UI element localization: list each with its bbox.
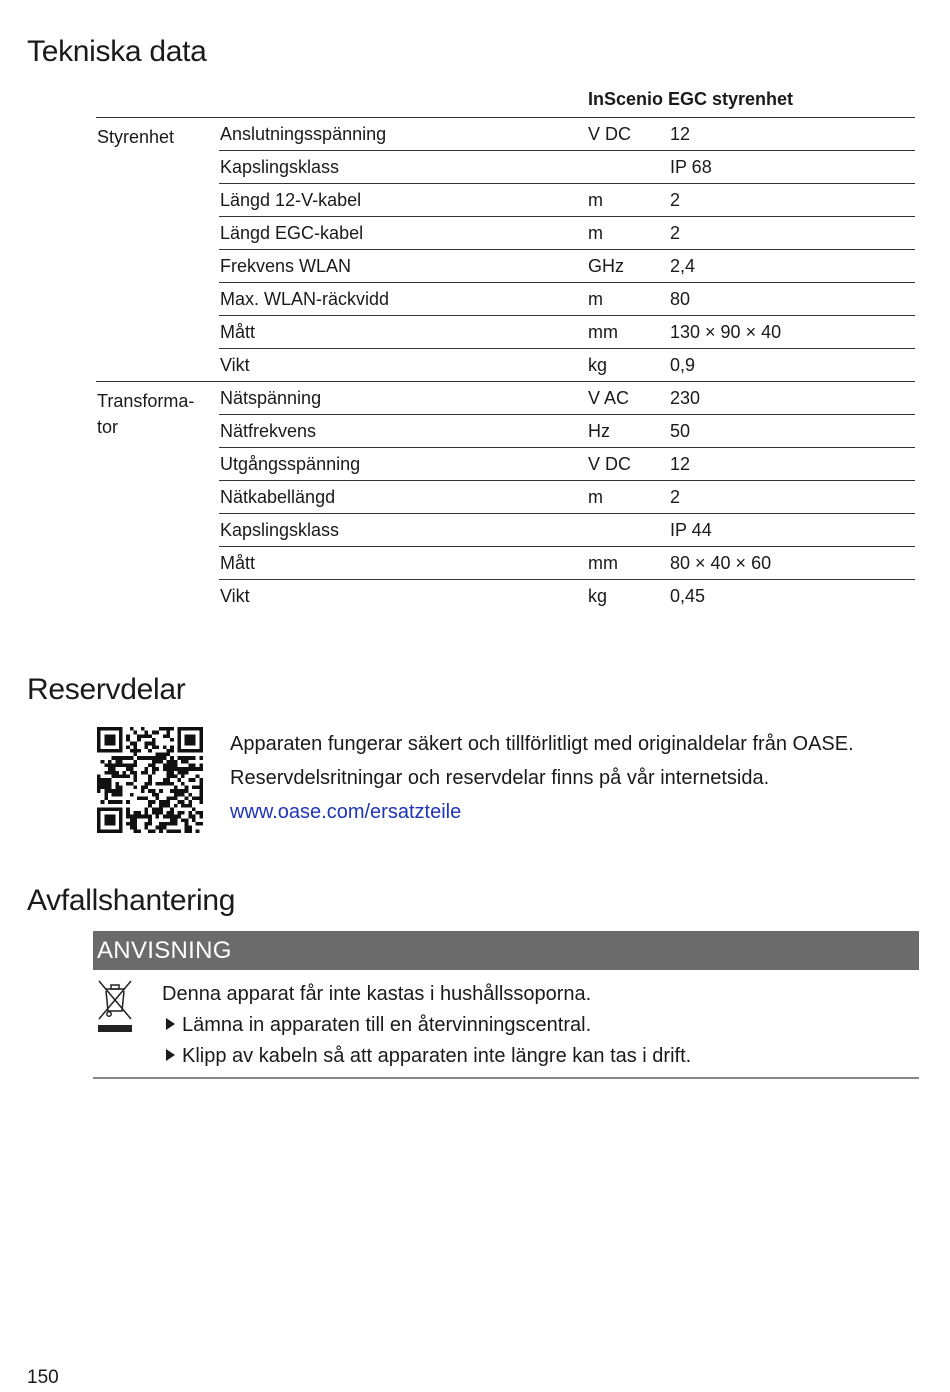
row-value: 12 <box>670 124 691 144</box>
section-title-tech: Tekniska data <box>27 35 207 68</box>
row-value: 130 × 90 × 40 <box>670 322 782 342</box>
arrow-bullet-icon <box>166 1018 175 1030</box>
row-unit: V DC <box>588 454 632 474</box>
table-row <box>96 415 915 448</box>
table-row <box>96 514 915 547</box>
table-row <box>96 217 915 250</box>
row-parameter: Vikt <box>220 586 250 606</box>
table-row <box>96 580 915 613</box>
table-row <box>96 184 915 217</box>
row-parameter: Mått <box>220 322 256 342</box>
table-row <box>96 316 915 349</box>
row-value: 2,4 <box>670 256 696 276</box>
row-unit: m <box>588 289 603 309</box>
spare-parts-link[interactable]: www.oase.com/ersatzteile <box>230 801 462 823</box>
row-parameter: Kapslingsklass <box>220 520 340 540</box>
row-unit: kg <box>588 586 608 606</box>
table-row <box>96 118 915 151</box>
row-value: 230 <box>670 388 701 408</box>
tech-data-table <box>96 84 915 613</box>
table-row <box>96 151 915 184</box>
notice-step: Klipp av kabeln så att apparaten inte längre kan tas i drift. <box>162 1041 691 1072</box>
notice-text: Denna apparat får inte kastas i hushållssoporna. <box>162 983 592 1005</box>
table-row <box>96 448 915 481</box>
spare-line-1: Apparaten fungerar säkert och tillförlitligt med originaldelar från OASE. <box>230 733 854 755</box>
table-row <box>96 349 915 382</box>
row-parameter: Nätspänning <box>220 388 322 408</box>
row-parameter: Utgångsspänning <box>220 454 361 474</box>
table-row <box>96 481 915 514</box>
row-unit: Hz <box>588 421 610 441</box>
row-value: IP 44 <box>670 520 712 540</box>
row-parameter: Nätfrekvens <box>220 421 317 441</box>
qr-code-icon <box>97 727 203 833</box>
row-unit: V DC <box>588 124 632 144</box>
row-value: 0,45 <box>670 586 706 606</box>
row-parameter: Längd EGC-kabel <box>220 223 364 243</box>
row-value: 50 <box>670 421 691 441</box>
crossed-out-wheelie-bin-icon <box>96 979 134 1037</box>
table-row <box>96 547 915 580</box>
notice-banner <box>93 931 919 970</box>
row-value: 80 <box>670 289 691 309</box>
arrow-bullet-icon <box>166 1049 175 1061</box>
row-unit: GHz <box>588 256 624 276</box>
row-value: 0,9 <box>670 355 696 375</box>
table-row <box>96 283 915 316</box>
notice-content <box>162 979 691 1072</box>
row-value: 2 <box>670 190 681 210</box>
row-value: 80 × 40 × 60 <box>670 553 772 573</box>
row-unit: kg <box>588 355 608 375</box>
notice-label: ANVISNING <box>97 937 232 964</box>
section-title-waste: Avfallshantering <box>27 884 236 917</box>
row-unit: mm <box>588 322 618 342</box>
row-group: Styrenhet <box>97 127 175 147</box>
row-parameter: Anslutningsspänning <box>220 124 387 144</box>
spare-line-2: Reservdelsritningar och reservdelar finns på vår internetsida. <box>230 767 770 789</box>
table-body <box>96 118 915 613</box>
row-unit: mm <box>588 553 618 573</box>
row-parameter: Längd 12-V-kabel <box>220 190 362 210</box>
section-title-spare: Reservdelar <box>27 673 186 706</box>
row-group: Transforma- tor <box>97 391 195 437</box>
notice-step: Lämna in apparaten till en återvinningscentral. <box>162 1010 691 1041</box>
row-parameter: Nätkabellängd <box>220 487 336 507</box>
divider <box>93 1077 919 1079</box>
row-parameter: Vikt <box>220 355 250 375</box>
page-number: 150 <box>27 1367 59 1388</box>
row-value: 2 <box>670 487 681 507</box>
table-row <box>96 250 915 283</box>
row-value: 12 <box>670 454 691 474</box>
row-parameter: Frekvens WLAN <box>220 256 352 276</box>
row-value: 2 <box>670 223 681 243</box>
row-parameter: Mått <box>220 553 256 573</box>
row-unit: m <box>588 190 603 210</box>
column-header: InScenio EGC styrenhet <box>588 89 794 109</box>
row-unit: V AC <box>588 388 630 408</box>
row-unit: m <box>588 223 603 243</box>
table-header <box>96 84 915 118</box>
row-parameter: Kapslingsklass <box>220 157 340 177</box>
row-parameter: Max. WLAN-räckvidd <box>220 289 390 309</box>
spare-parts-text <box>230 727 854 829</box>
row-unit: m <box>588 487 603 507</box>
row-value: IP 68 <box>670 157 712 177</box>
